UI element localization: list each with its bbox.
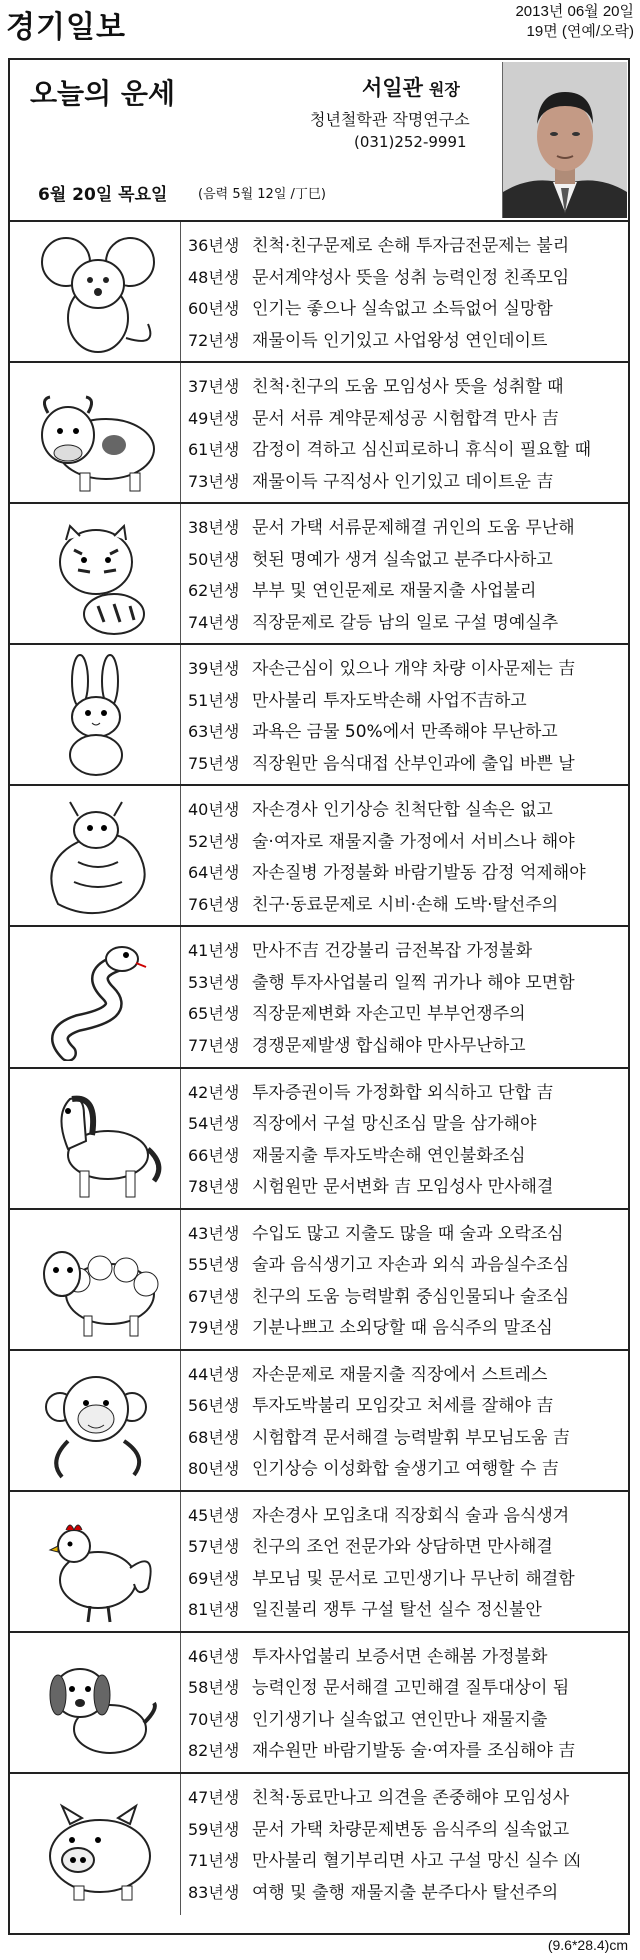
row-divider — [180, 1633, 181, 1772]
tiger-icon — [18, 510, 178, 638]
fortune-line — [188, 1422, 624, 1454]
rooster-icon — [18, 1498, 178, 1626]
birth-year: 37년생 — [188, 377, 240, 397]
birth-year: 60년생 — [188, 299, 240, 318]
birth-year: 45년생 — [188, 1505, 240, 1525]
fortune-text: 직장문제로 갈등 남의 일로 구설 명예실추 — [252, 612, 559, 633]
fortune-text: 투자도박불리 모임갖고 처세를 잘해야 吉 — [252, 1396, 554, 1417]
fortune-line — [188, 403, 624, 435]
zodiac-row — [10, 1774, 628, 1915]
sheep-icon — [18, 1216, 178, 1344]
fortune-text: 만사불리 투자도박손해 사업不吉하고 — [252, 690, 527, 711]
fortune-text: 술·여자로 재물지출 가정에서 서비스나 해야 — [252, 831, 575, 852]
lunar-date: (음력 5월 12일 /丁巳) — [198, 187, 326, 202]
fortune-text: 감정이 격하고 심신피로하니 휴식이 필요할 때 — [252, 440, 592, 461]
fortune-text: 자손문제로 재물지출 직장에서 스트레스 — [252, 1364, 548, 1385]
fortune-line — [188, 1672, 624, 1704]
fortune-lines — [188, 512, 624, 638]
birth-year: 54년생 — [188, 1114, 240, 1134]
issue-section: 19면 (연예/오락) — [526, 23, 634, 40]
fortune-line — [188, 889, 624, 921]
fortune-text: 직장원만 음식대접 산부인과에 출입 바쁜 날 — [252, 753, 575, 774]
fortune-line — [188, 1030, 624, 1062]
author-role: 원장 — [428, 80, 460, 99]
fortune-text: 자손질병 가정불화 바람기발동 감정 억제해야 — [252, 863, 586, 884]
fortune-text: 문서 서류 계약문제성공 시험합격 만사 吉 — [252, 408, 559, 429]
fortune-line — [188, 716, 624, 748]
fortune-text: 시험합격 문서해결 능력발휘 부모님도움 吉 — [252, 1427, 570, 1448]
fortune-text: 직장문제변화 자손고민 부부언쟁주의 — [252, 1004, 526, 1025]
fortune-text: 문서 가택 서류문제해결 귀인의 도움 무난해 — [252, 518, 575, 539]
birth-year: 81년생 — [188, 1600, 240, 1620]
fortune-lines — [188, 653, 624, 779]
fortune-line — [188, 748, 624, 780]
row-divider — [180, 645, 181, 784]
fortune-line — [188, 512, 624, 544]
birth-year: 42년생 — [188, 1082, 240, 1102]
birth-year: 69년생 — [188, 1568, 240, 1588]
birth-year: 71년생 — [188, 1851, 240, 1871]
fortune-line — [188, 1453, 624, 1485]
author-organization: 청년철학관 작명연구소 — [310, 110, 470, 129]
fortune-text: 친척·동료만나고 의견을 존중해야 모임성사 — [252, 1788, 570, 1809]
page-title: 오늘의 운세 — [30, 77, 175, 110]
fortune-line — [188, 794, 624, 826]
fortune-text: 재물지출 투자도박손해 연인불화조심 — [252, 1145, 526, 1166]
fortune-line — [188, 1877, 624, 1909]
row-divider — [180, 222, 181, 361]
fortune-lines — [188, 1782, 624, 1908]
birth-year: 75년생 — [188, 753, 240, 773]
fortune-line — [188, 935, 624, 967]
author-name-text: 서일관 — [362, 76, 423, 100]
fortune-text: 부모님 및 문서로 고민생기나 무난히 해결함 — [252, 1568, 575, 1589]
fortune-text: 경쟁문제발생 합십해야 만사무난하고 — [252, 1035, 526, 1056]
birth-year: 64년생 — [188, 863, 240, 883]
zodiac-row — [10, 1633, 628, 1774]
birth-year: 36년생 — [188, 236, 240, 255]
fortune-line — [188, 998, 624, 1030]
fortune-line — [188, 466, 624, 498]
fortune-text: 만사불리 혈기부리면 사고 구설 망신 실수 凶 — [252, 1851, 581, 1872]
row-divider — [180, 1069, 181, 1208]
birth-year: 48년생 — [188, 267, 240, 287]
fortune-line — [188, 434, 624, 466]
birth-year: 52년생 — [188, 831, 240, 851]
fortune-lines — [188, 1218, 624, 1344]
zodiac-row — [10, 1069, 628, 1210]
zodiac-row — [10, 786, 628, 927]
fortune-lines — [188, 1359, 624, 1485]
birth-year: 76년생 — [188, 894, 240, 914]
fortune-lines — [188, 1500, 624, 1626]
fortune-text: 친구·동료문제로 시비·손해 도박·탈선주의 — [252, 894, 559, 915]
masthead — [0, 0, 640, 50]
ox-icon — [18, 369, 178, 497]
row-divider — [180, 1492, 181, 1631]
fortune-line — [188, 371, 624, 403]
zodiac-row — [10, 1351, 628, 1492]
birth-year: 62년생 — [188, 581, 240, 601]
fortune-line — [188, 1814, 624, 1846]
fortune-text: 친척·친구의 도움 모임성사 뜻을 성취할 때 — [252, 377, 564, 398]
zodiac-row — [10, 645, 628, 786]
fortune-text: 자손경사 모임초대 직장회식 술과 음식생겨 — [252, 1505, 570, 1526]
fortune-text: 일진불리 쟁투 구설 탈선 실수 정신불안 — [252, 1600, 542, 1621]
birth-year: 68년생 — [188, 1427, 240, 1447]
fortune-line — [188, 1845, 624, 1877]
birth-year: 65년생 — [188, 1004, 240, 1024]
fortune-lines — [188, 1641, 624, 1767]
birth-year: 44년생 — [188, 1364, 240, 1384]
fortune-line — [188, 653, 624, 685]
birth-year: 72년생 — [188, 330, 240, 350]
fortune-line — [188, 1312, 624, 1344]
zodiac-row — [10, 927, 628, 1068]
fortune-text: 자손경사 인기상승 친척단합 실속은 없고 — [252, 800, 553, 821]
birth-year: 39년생 — [188, 659, 240, 679]
fortune-line — [188, 685, 624, 717]
fortune-line — [188, 1563, 624, 1595]
fortune-line — [188, 967, 624, 999]
fortune-text: 수입도 많고 지출도 많을 때 술과 오락조심 — [252, 1223, 564, 1244]
newspaper-logo: 경기일보 — [6, 10, 126, 45]
fortune-line — [188, 293, 624, 325]
snake-icon — [18, 933, 178, 1061]
birth-year: 80년생 — [188, 1459, 240, 1479]
row-divider — [180, 504, 181, 643]
birth-year: 49년생 — [188, 408, 240, 428]
fortune-line — [188, 1218, 624, 1250]
author-name — [362, 72, 460, 102]
fortune-line — [188, 1594, 624, 1626]
fortune-line — [188, 1077, 624, 1109]
rabbit-icon — [18, 651, 178, 779]
birth-year: 79년생 — [188, 1318, 240, 1338]
horoscope-rows — [10, 222, 628, 1915]
fortune-line — [188, 262, 624, 294]
birth-year: 43년생 — [188, 1223, 240, 1243]
fortune-text: 직장에서 구설 망신조심 말을 삼가해야 — [252, 1114, 537, 1135]
mouse-icon — [18, 228, 178, 356]
birth-year: 41년생 — [188, 941, 240, 961]
pig-icon — [18, 1780, 178, 1908]
fortune-line — [188, 857, 624, 889]
fortune-text: 시험원만 문서변화 吉 모임성사 만사해결 — [252, 1177, 554, 1198]
fortune-line — [188, 325, 624, 357]
birth-year: 63년생 — [188, 722, 240, 742]
birth-year: 77년생 — [188, 1035, 240, 1055]
fortune-text: 술과 음식생기고 자손과 외식 과음실수조심 — [252, 1255, 570, 1276]
birth-year: 74년생 — [188, 612, 240, 632]
fortune-line — [188, 1735, 624, 1767]
fortune-text: 투자사업불리 보증서면 손해봄 가정불화 — [252, 1646, 548, 1667]
fortune-line — [188, 1171, 624, 1203]
fortune-line — [188, 1500, 624, 1532]
fortune-line — [188, 1108, 624, 1140]
fortune-text: 자손근심이 있으나 개약 차량 이사문제는 吉 — [252, 659, 576, 680]
dog-icon — [18, 1639, 178, 1767]
birth-year: 38년생 — [188, 518, 240, 538]
horoscope-header — [10, 60, 628, 222]
dragon-icon — [18, 792, 178, 920]
fortune-text: 재수원만 바람기발동 술·여자를 조심해야 吉 — [252, 1741, 576, 1762]
zodiac-row — [10, 222, 628, 363]
fortune-text: 재물이득 구직성사 인기있고 데이트운 吉 — [252, 471, 554, 492]
fortune-line — [188, 607, 624, 639]
fortune-text: 만사不吉 건강불리 금전복잡 가정불화 — [252, 941, 533, 962]
birth-year: 58년생 — [188, 1678, 240, 1698]
horoscope-box — [8, 58, 630, 1935]
row-divider — [180, 363, 181, 502]
birth-year: 67년생 — [188, 1286, 240, 1306]
birth-year: 50년생 — [188, 549, 240, 569]
fortune-line — [188, 1140, 624, 1172]
fortune-text: 헛된 명예가 생겨 실속없고 분주다사하고 — [252, 549, 553, 570]
birth-year: 70년생 — [188, 1709, 240, 1729]
fortune-line — [188, 1782, 624, 1814]
birth-year: 53년생 — [188, 972, 240, 992]
fortune-text: 투자증권이득 가정화합 외식하고 단합 吉 — [252, 1082, 554, 1103]
birth-year: 55년생 — [188, 1255, 240, 1275]
fortune-text: 과욕은 금물 50%에서 만족해야 무난하고 — [252, 722, 558, 743]
row-divider — [180, 927, 181, 1066]
size-note: (9.6*28.4)cm — [547, 1937, 628, 1953]
birth-year: 51년생 — [188, 690, 240, 710]
birth-year: 47년생 — [188, 1788, 240, 1808]
today-date: 6월 20일 목요일 — [38, 185, 168, 205]
fortune-text: 부부 및 연인문제로 재물지출 사업불리 — [252, 581, 537, 602]
fortune-text: 인기는 좋으나 실속없고 소득없어 실망함 — [252, 299, 553, 319]
birth-year: 61년생 — [188, 440, 240, 460]
zodiac-row — [10, 1492, 628, 1633]
fortune-text: 친척·친구문제로 손해 투자금전문제는 불리 — [252, 236, 570, 256]
horse-icon — [18, 1075, 178, 1203]
issue-date: 2013년 06월 20일 — [515, 3, 634, 20]
fortune-text: 친구의 조언 전문가와 상담하면 만사해결 — [252, 1537, 553, 1558]
zodiac-row — [10, 1210, 628, 1351]
fortune-lines — [188, 1077, 624, 1203]
zodiac-row — [10, 504, 628, 645]
row-divider — [180, 1351, 181, 1490]
fortune-line — [188, 1281, 624, 1313]
fortune-text: 문서 가택 차량문제변동 음식주의 실속없고 — [252, 1819, 570, 1840]
fortune-text: 출행 투자사업불리 일찍 귀가나 해야 모면함 — [252, 972, 575, 993]
birth-year: 82년생 — [188, 1741, 240, 1761]
fortune-lines — [188, 935, 624, 1061]
fortune-lines — [188, 371, 624, 497]
author-photo — [502, 62, 627, 218]
fortune-text: 기분나쁘고 소외당할 때 음식주의 말조심 — [252, 1318, 553, 1339]
fortune-line — [188, 575, 624, 607]
issue-meta — [515, 2, 634, 42]
fortune-line — [188, 1359, 624, 1391]
fortune-text: 능력인정 문서해결 고민해결 질투대상이 됨 — [252, 1678, 570, 1699]
fortune-lines — [188, 794, 624, 920]
fortune-text: 문서계약성사 뜻을 성취 능력인정 친족모임 — [252, 267, 570, 288]
fortune-text: 친구의 도움 능력발휘 중심인물되나 술조심 — [252, 1286, 570, 1307]
fortune-text: 여행 및 출행 재물지출 분주다사 탈선주의 — [252, 1882, 559, 1903]
birth-year: 59년생 — [188, 1819, 240, 1839]
zodiac-row — [10, 363, 628, 504]
fortune-text: 인기생기나 실속없고 연인만나 재물지출 — [252, 1709, 548, 1730]
fortune-line — [188, 544, 624, 576]
birth-year: 40년생 — [188, 800, 240, 820]
monkey-icon — [18, 1357, 178, 1485]
fortune-line — [188, 1641, 624, 1673]
birth-year: 73년생 — [188, 471, 240, 491]
birth-year: 66년생 — [188, 1145, 240, 1165]
birth-year: 78년생 — [188, 1177, 240, 1197]
fortune-text: 재물이득 인기있고 사업왕성 연인데이트 — [252, 330, 548, 351]
row-divider — [180, 1210, 181, 1349]
fortune-lines — [188, 230, 624, 356]
fortune-text: 인기상승 이성화합 술생기고 여행할 수 吉 — [252, 1459, 559, 1480]
row-divider — [180, 786, 181, 925]
fortune-line — [188, 1390, 624, 1422]
row-divider — [180, 1774, 181, 1915]
fortune-line — [188, 1249, 624, 1281]
fortune-line — [188, 230, 624, 262]
author-phone: (031)252-9991 — [354, 133, 467, 151]
birth-year: 57년생 — [188, 1537, 240, 1557]
fortune-line — [188, 1704, 624, 1736]
birth-year: 83년생 — [188, 1882, 240, 1902]
birth-year: 56년생 — [188, 1396, 240, 1416]
fortune-line — [188, 826, 624, 858]
fortune-line — [188, 1531, 624, 1563]
birth-year: 46년생 — [188, 1646, 240, 1666]
